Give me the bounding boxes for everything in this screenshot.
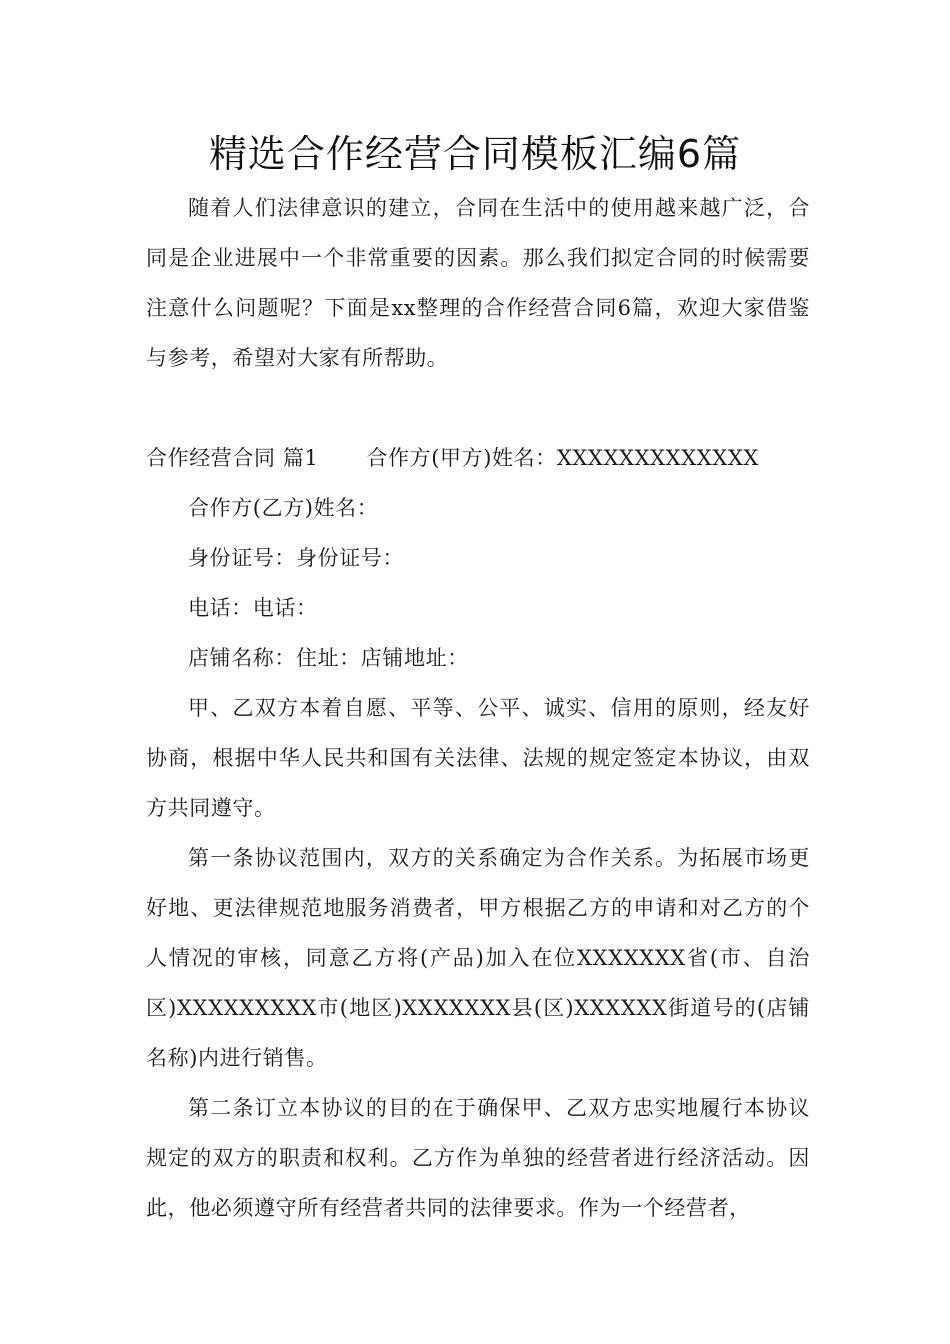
party-b-line: 合作方(乙方)姓名：: [188, 496, 379, 520]
phone-line: 电话：电话：: [188, 596, 318, 620]
preamble-paragraph: 甲、乙双方本着自愿、平等、公平、诚实、信用的原则，经友好协商，根据中华人民共和国有关法律、法规的规定签定本协议，由双方共同遵守。: [146, 696, 810, 820]
section-heading: 合作经营合同 篇1: [146, 446, 319, 470]
article-2-paragraph: 第二条订立本协议的目的在于确保甲、乙双方忠实地履行本协议规定的双方的职责和权利。乙方作为单独的经营者进行经济活动。因此，他必须遵守所有经营者共同的法律要求。作为一个经营者，: [146, 1096, 810, 1220]
document-body: [146, 183, 810, 1233]
party-a-line: 合作方(甲方)姓名：XXXXXXXXXXXXX: [366, 446, 759, 470]
intro-paragraph: 随着人们法律意识的建立，合同在生活中的使用越来越广泛，合同是企业进展中一个非常重要的因素。那么我们拟定合同的时候需要注意什么问题呢？下面是xx整理的合作经营合同6篇，欢迎大家借鉴与参考，希望对大家有所帮助。: [146, 196, 810, 370]
article-1-paragraph: 第一条协议范围内，双方的关系确定为合作关系。为拓展市场更好地、更法律规范地服务消费者，甲方根据乙方的申请和对乙方的个人情况的审核，同意乙方将(产品)加入在位XXXXXXX省(市、自治区)XXXXXXXXX市(地区)XXXXXXX县(区)XXXXXX街道号的(店铺名称)内进行销售。: [146, 846, 810, 1070]
id-number-line: 身份证号：身份证号：: [188, 546, 404, 570]
shop-line: 店铺名称：住址：店铺地址：: [188, 646, 469, 670]
document-title: 精选合作经营合同模板汇编6篇: [208, 132, 742, 176]
section-heading-line: [146, 433, 810, 483]
paragraph-spacer: [146, 383, 810, 433]
